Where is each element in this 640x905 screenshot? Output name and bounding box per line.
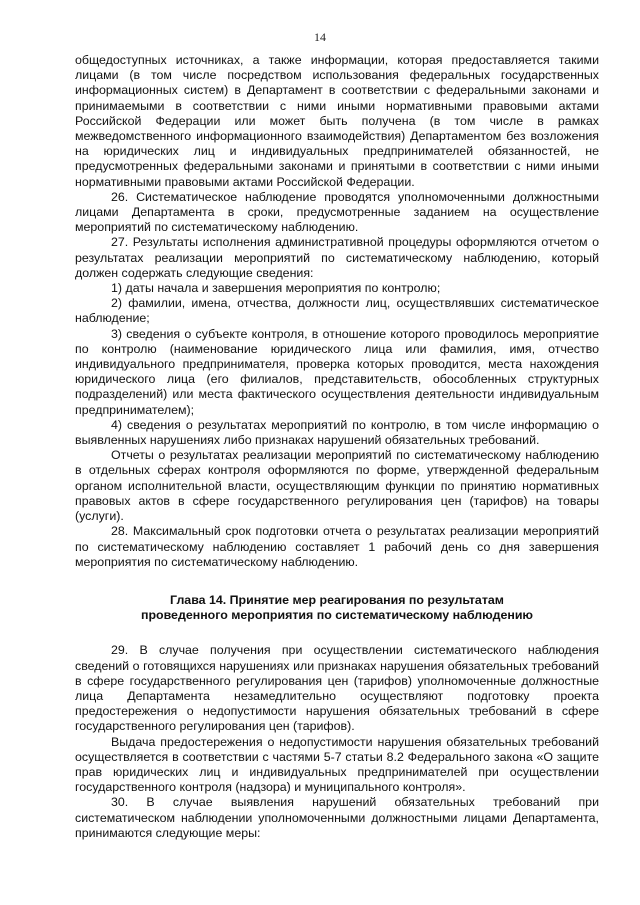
list-item-3: 3) сведения о субъекте контроля, в отношение которого проводилось мероприятие по контролю (наименование юридического лица или фамилия, имя, отчество индивидуального предпринимателя, проверка которых проводится, места нахождения юридического лица (его филиалов, представительств, обособленных структурных подразделений) или места фактического осуществления деятельности индивидуальным предпринимателем); — [75, 326, 599, 417]
page-number: 14 — [314, 30, 326, 44]
list-item-1: 1) даты начала и завершения мероприятия по контролю; — [111, 281, 441, 296]
paragraph-29: 29. В случае получения при осуществлении систематического наблюдения сведений о готовящихся нарушениях или признаках нарушения обязательных требований в сфере государственного регулирования цен (тарифов) уполномоченные должностные лица Департамента незамедлительно осуществляют подготовку проекта предостережения о недопустимости нарушения обязательных требований в сфере государственного регулирования цен (тарифов). — [75, 643, 599, 734]
paragraph-26: 26. Систематическое наблюдение проводятся уполномоченными должностными лицами Департамента в сроки, предусмотренные заданием на осуществление мероприятий по систематическому наблюдению. — [75, 189, 599, 235]
chapter-heading-line-1: Глава 14. Принятие мер реагирования по результатам — [170, 592, 504, 607]
document-body — [75, 53, 599, 841]
paragraph-27: 27. Результаты исполнения административной процедуры оформляются отчетом о результатах реализации мероприятий по систематическому наблюдению, который должен содержать следующие сведения: — [75, 235, 599, 280]
list-item-4: 4) сведения о результатах мероприятий по контролю, в том числе информацию о выявленных нарушениях либо признаках нарушений обязательных требований. — [75, 417, 599, 448]
chapter-heading-line-2: проведенного мероприятия по систематическому наблюдению — [140, 608, 534, 623]
paragraph-warning: Выдача предостережения о недопустимости нарушения обязательных требований осуществляется в соответствии с частями 5-7 статьи 8.2 Федерального закона «О защите прав юридических лиц и индивидуальных предпринимателей при осуществлении государственного контроля (надзора) и муниципального контроля». — [75, 734, 599, 795]
chapter-heading — [75, 593, 599, 623]
paragraph-30: 30. В случае выявления нарушений обязательных требований при систематическом наблюдении уполномоченными должностными лицами Департамента, принимаются следующие меры: — [75, 795, 599, 840]
paragraph-continuation: общедоступных источниках, а также информации, которая предоставляется такими лицами (в том числе посредством использования федеральных государственных информационных систем) в Департамент в соответствии с федеральными законами и принимаемыми в соответствии с ними иными нормативными правовыми актами Российской Федерации или может быть получена (в том числе в рамках межведомственного информационного взаимодействия) Департаментом без возложения на юридических лиц и индивидуальных предпринимателей обязанностей, не предусмотренных федеральными законами и принятыми в соответствии с ними иными нормативными правовыми актами Российской Федерации. — [75, 53, 599, 189]
list-item-2: 2) фамилии, имена, отчества, должности лиц, осуществлявших систематическое наблюдение; — [75, 296, 599, 326]
paragraph-reports: Отчеты о результатах реализации мероприятий по систематическому наблюдению в отдельных сферах контроля оформляются по форме, утвержденной федеральным органом исполнительной власти, осуществляющим функции по принятию нормативных правовых актов в сфере государственного регулирования цен (тарифов) на товары (услуги). — [75, 448, 599, 524]
paragraph-28: 28. Максимальный срок подготовки отчета о результатах реализации мероприятий по систематическому наблюдению составляет 1 рабочий день со дня завершения мероприятия по систематическому наблюдению. — [75, 524, 599, 569]
